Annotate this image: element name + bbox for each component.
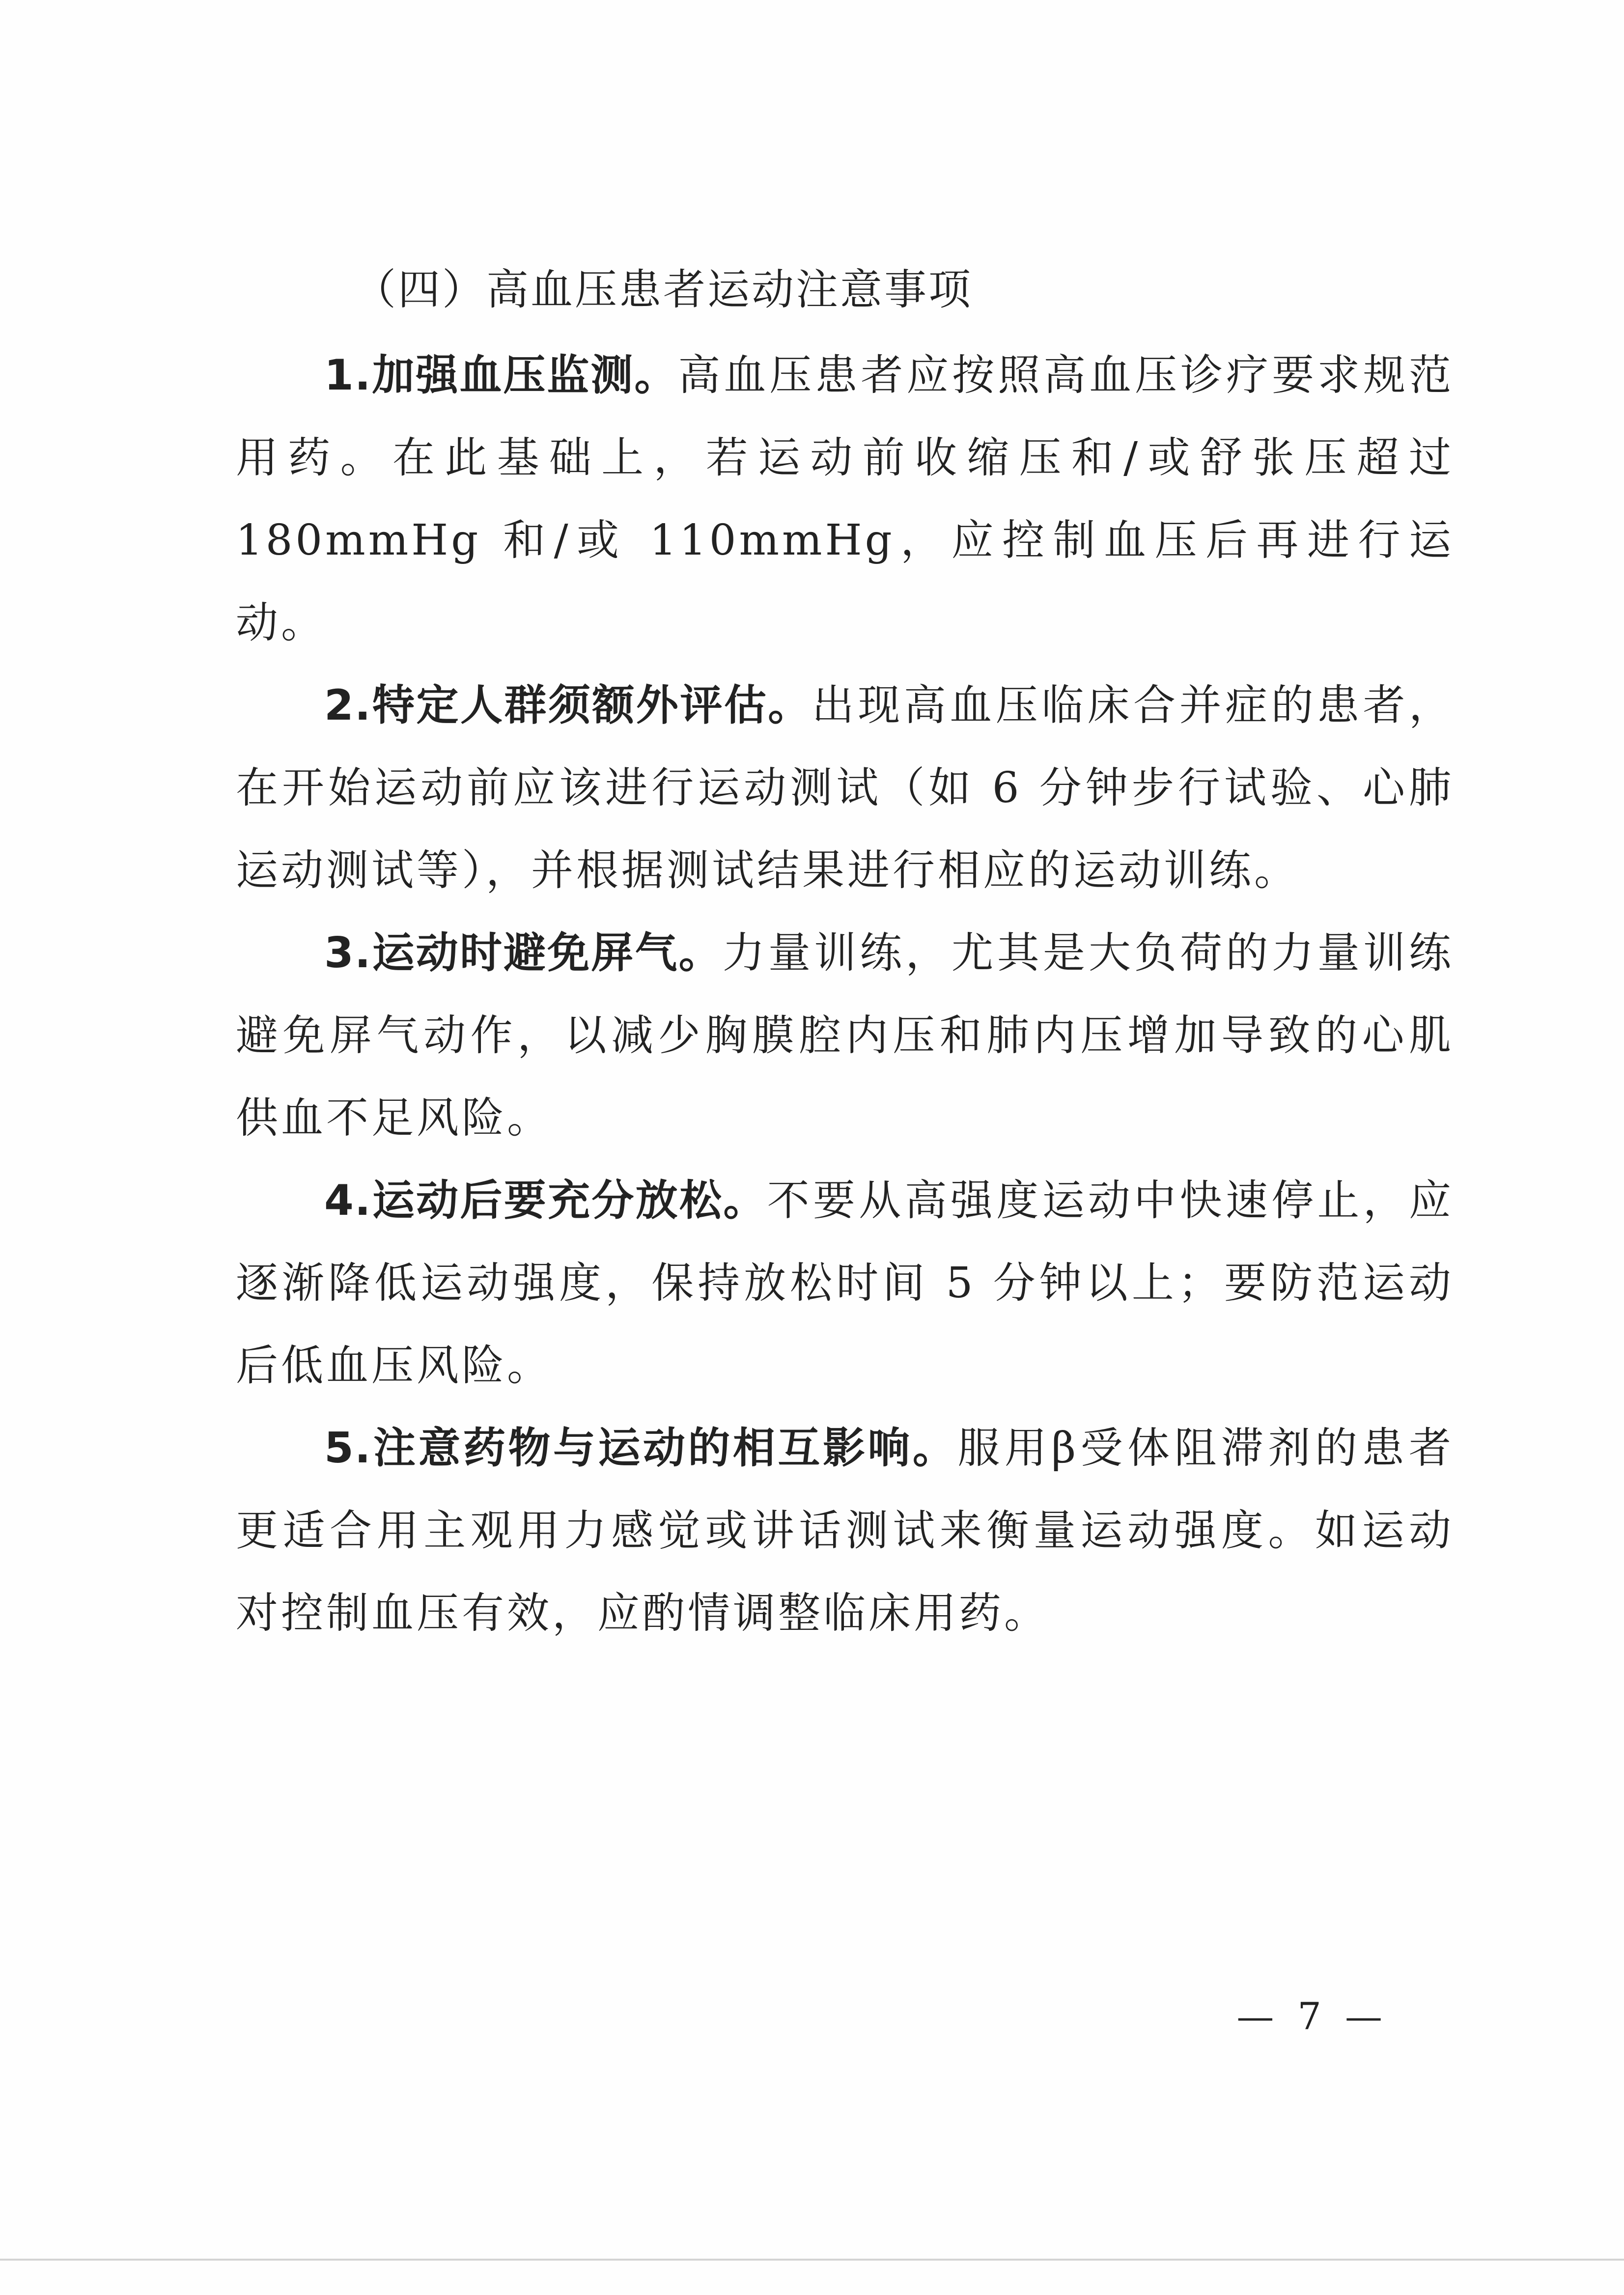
item-lead: 2.特定人群须额外评估。 xyxy=(324,681,812,730)
page-content xyxy=(236,246,1454,1654)
item-body: 服用β受体阻滞剂的患者更适合用主观用力感觉或讲话测试来衡量运动强度。如运动对控制血压有效，应酌情调整临床用药。 xyxy=(236,1424,1454,1638)
item-lead: 3.运动时避免屏气。 xyxy=(324,928,723,978)
list-item xyxy=(236,664,1454,912)
item-lead: 1.加强血压监测。 xyxy=(324,351,678,400)
list-item xyxy=(236,912,1454,1159)
list-item xyxy=(236,1159,1454,1407)
section-heading: （四）高血压患者运动注意事项 xyxy=(354,265,973,314)
scan-edge-divider xyxy=(0,2259,1624,2261)
item-body: 力量训练，尤其是大负荷的力量训练避免屏气动作，以减少胸膜腔内压和肺内压增加导致的心肌供血不足风险。 xyxy=(236,928,1455,1143)
list-item xyxy=(236,334,1454,664)
list-item xyxy=(236,1407,1454,1654)
item-body: 出现高血压临床合并症的患者，在开始运动前应该进行运动测试（如 6 分钟步行试验、心肺运动测试等），并根据测试结果进行相应的运动训练。 xyxy=(236,681,1455,895)
item-body: 高血压患者应按照高血压诊疗要求规范用药。在此基础上，若运动前收缩压和/或舒张压超过 180mmHg 和/或 110mmHg，应控制血压后再进行运动。 xyxy=(236,351,1454,647)
item-body: 不要从高强度运动中快速停止，应逐渐降低运动强度，保持放松时间 5 分钟以上；要防范运动后低血压风险。 xyxy=(236,1176,1455,1390)
item-lead: 4.运动后要充分放松。 xyxy=(324,1176,767,1225)
item-lead: 5.注意药物与运动的相互影响。 xyxy=(324,1424,958,1473)
page-number: — 7 — xyxy=(1236,1994,1388,2038)
